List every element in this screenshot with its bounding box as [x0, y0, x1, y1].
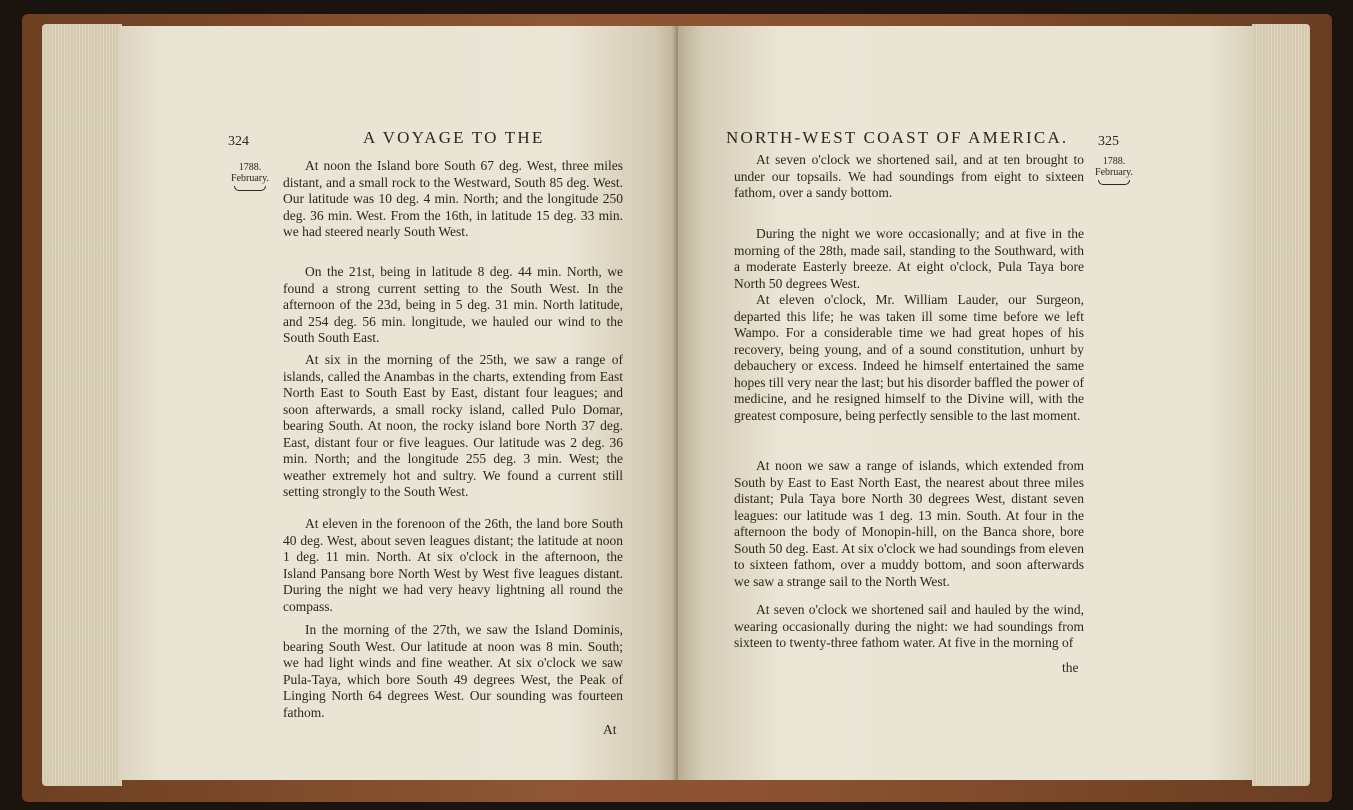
- running-head-left: A VOYAGE TO THE: [363, 128, 545, 147]
- paragraph: At noon we saw a range of islands, which extended from South by East to East North East, the nearest about three miles distant; Pula Taya bore North 30 degrees West, distant seven leagues: our latitude was 1 deg. 13 min. South. At four in the afternoon the body of Monopin-hill, on the Banca shore, bore South 50 deg. East. At six o'clock we had soundings from eleven to sixteen fathom, over a muddy bottom, and soon afterwards we saw a strange sail to the North West.: [734, 458, 1085, 589]
- paragraph: At eleven o'clock, Mr. William Lauder, our Surgeon, departed this life; he was taken ill some time before we left Wampo. For a considerable time we had great hopes of his recovery, being young, and of a sound constitution, unhurt by debauchery or excess. Indeed he himself entertained the same hopes till very near the last; but his disorder baffled the power of medicine, and he resigned himself to the Divine will, with the greatest composure, being perfectly sensible to the last moment.: [734, 292, 1084, 423]
- margin-brace-left: [234, 186, 266, 191]
- page-edges-right: [1252, 24, 1310, 786]
- left-page: [118, 26, 678, 780]
- margin-month: February.: [1095, 167, 1133, 178]
- paragraph: In the morning of the 27th, we saw the Island Dominis, bearing South West. Our latitude at noon was 8 min. South; we had light winds and fine weather. At six o'clock we saw Pula-Taya, which bore South 49 degrees West, the Peak of Linging North 64 degrees West. Our sounding was fourteen fathom.: [283, 622, 623, 720]
- page-number-right: 325: [1098, 134, 1119, 149]
- paragraph: At eleven in the forenoon of the 26th, the land bore South 40 deg. West, about seven leagues distant; the latitude at noon 1 deg. 11 min. North. At six o'clock in the afternoon, the Island Pansang bore North West by West five leagues distant. During the night we had very heavy lightning all round the compass.: [283, 516, 623, 614]
- right-page: [678, 26, 1254, 780]
- margin-note-right: [1090, 156, 1138, 178]
- paragraph: At seven o'clock we shortened sail, and at ten brought to under our topsails. We had soundings from eight to sixteen fathom, over a sandy bottom.: [734, 152, 1084, 200]
- paragraph: During the night we wore occasionally; and at five in the morning of the 28th, made sail, standing to the Southward, with a moderate Easterly breeze. At eight o'clock, Pula Taya bore North 50 degrees West.: [734, 226, 1084, 291]
- running-head-right: NORTH-WEST COAST OF AMERICA.: [726, 128, 1069, 147]
- margin-note-left: [226, 162, 274, 184]
- paragraph: At six in the morning of the 25th, we saw a range of islands, called the Anambas in the charts, extending from East North East to South East by East, distant four leagues; and soon afterwards, a small rocky island, called Pulo Domar, bearing South. At noon, the rocky island bore North 37 deg. East, distant four or five leagues. Our latitude was 2 deg. 36 min. North; and the longitude 255 deg. 3 min. West; the weather extremely hot and sultry. We found a current still setting strongly to the South West.: [283, 352, 623, 499]
- margin-month: February.: [231, 173, 269, 184]
- margin-year: 1788.: [238, 162, 262, 173]
- page-edges-left: [42, 24, 122, 786]
- paragraph: On the 21st, being in latitude 8 deg. 44 min. North, we found a strong current setting to the South West. In the afternoon of the 23d, being in 5 deg. 31 min. North latitude, and 254 deg. 56 min. longitude, we hauled our wind to the South South East.: [283, 264, 623, 345]
- margin-year: 1788.: [1102, 156, 1126, 167]
- margin-brace-right: [1098, 180, 1130, 185]
- page-number-left: 324: [228, 134, 249, 149]
- paragraph: At seven o'clock we shortened sail and hauled by the wind, wearing occasionally during the night: we had soundings from sixteen to twenty-three fathom water. At five in the morning of: [734, 602, 1084, 650]
- paragraph: At noon the Island bore South 67 deg. West, three miles distant, and a small rock to the Westward, South 85 deg. West. Our latitude was 10 deg. 4 min. North; and the longitude 250 deg. 36 min. West. From the 16th, in latitude 15 deg. 33 min. we had steered nearly South West.: [283, 158, 623, 239]
- catchword-left: At: [603, 722, 617, 737]
- catchword-right: the: [1062, 660, 1079, 675]
